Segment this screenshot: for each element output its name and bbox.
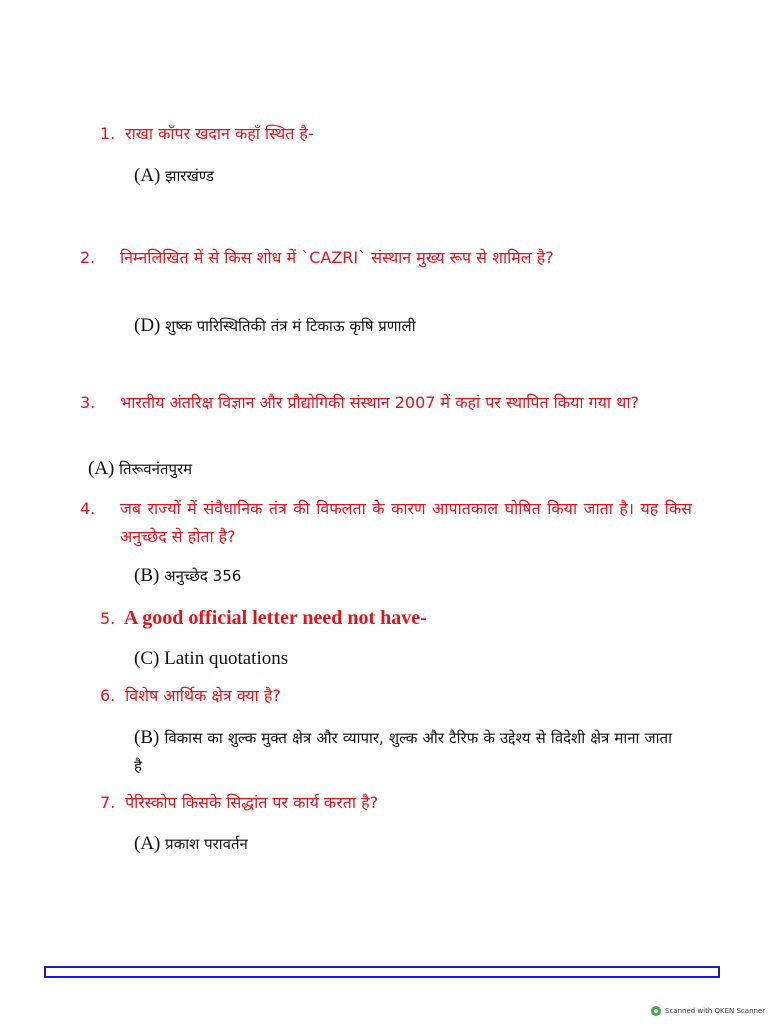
- answer-text: Latin quotations: [164, 648, 289, 669]
- answer-6: [134, 724, 672, 780]
- question-3: [80, 389, 692, 417]
- answer-option: (A): [134, 833, 161, 854]
- question-7: [100, 789, 680, 817]
- answer-option: (A): [88, 458, 115, 479]
- question-4: [80, 495, 692, 551]
- question-number: 2.: [80, 248, 96, 267]
- answer-3: [88, 455, 628, 483]
- answer-2: [134, 312, 674, 340]
- question-number: 3.: [80, 393, 96, 412]
- answer-5: [134, 645, 674, 673]
- answer-option: (B): [134, 565, 160, 586]
- question-number: 6.: [100, 686, 116, 705]
- question-6: [100, 682, 680, 710]
- answer-option: (C): [134, 648, 160, 669]
- footer-border-box: [44, 966, 720, 978]
- question-text: निम्नलिखित में से किस शोध में `CAZRI` संस्थान मुख्य रूप से शामिल है?: [120, 248, 554, 267]
- question-5: [100, 604, 680, 633]
- question-number: 7.: [100, 793, 116, 812]
- question-text: पेरिस्कोप किसके सिद्धांत पर कार्य करता है?: [125, 793, 379, 812]
- answer-option: (A): [134, 165, 161, 186]
- question-number: 5.: [100, 609, 116, 628]
- answer-4: [134, 562, 674, 590]
- answer-text: तिरूवनंतपुरम: [119, 460, 193, 478]
- answer-text: अनुच्छेद 356: [164, 567, 242, 585]
- question-text: विशेष आर्थिक क्षेत्र क्या है?: [125, 686, 281, 705]
- question-number: 1.: [100, 124, 116, 143]
- answer-text: विकास का शुल्क मुक्त क्षेत्र और व्यापार, शुल्क और टैरिफ के उद्देश्य से विदेशी क्षेत्र माना जाता है: [134, 729, 672, 775]
- answer-7: [134, 830, 674, 858]
- answer-text: शुष्क पारिस्थितिकी तंत्र मं टिकाऊ कृषि प्रणाली: [165, 317, 416, 335]
- answer-text: झारखंण्ड: [165, 167, 214, 185]
- scanner-watermark: [651, 1006, 765, 1016]
- answer-text: प्रकाश परावर्तन: [165, 835, 248, 853]
- scanner-logo-icon: [651, 1006, 661, 1016]
- question-text: जब राज्यों में संवैधानिक तंत्र की विफलता के कारण आपातकाल घोषित किया जाता है। यह किस अनुच्छेद से होता है?: [120, 499, 692, 546]
- question-number: 4.: [80, 499, 96, 518]
- answer-option: (B): [134, 727, 160, 748]
- answer-1: [134, 162, 674, 190]
- question-1: [100, 120, 680, 148]
- question-2: [80, 244, 692, 272]
- answer-option: (D): [134, 315, 161, 336]
- question-text: A good official letter need not have-: [123, 607, 427, 629]
- watermark-text: Scanned with OKEN Scanner: [665, 1007, 766, 1015]
- question-text: राखा कॉपर खदान कहाँ स्थित है-: [125, 124, 314, 143]
- question-text: भारतीय अंतरिक्ष विज्ञान और प्रौद्योगिकी संस्थान 2007 में कहां पर स्थापित किया गया था?: [120, 393, 639, 412]
